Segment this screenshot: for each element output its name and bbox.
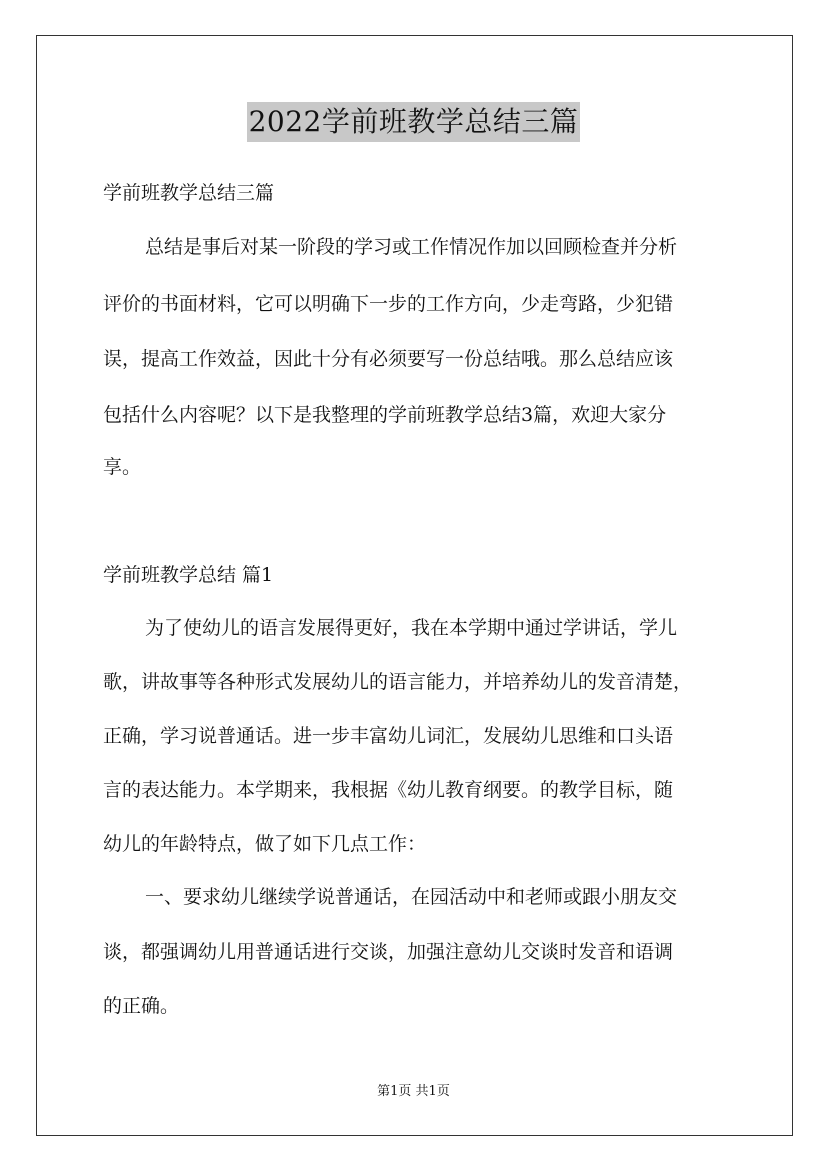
section-line-3: 正确，学习说普通话。进一步丰富幼儿词汇，发展幼儿思维和口头语 (103, 725, 674, 747)
title-wrapper (0, 102, 827, 142)
intro-line-4: 包括什么内容呢？以下是我整理的学前班教学总结3篇，欢迎大家分 (103, 404, 667, 426)
section-line-4: 言的表达能力。本学期来，我根据《幼儿教育纲要。的教学目标，随 (103, 779, 674, 801)
intro-line-1: 总结是事后对某一阶段的学习或工作情况作加以回顾检查并分析 (145, 236, 678, 258)
section-line-2: 歌，讲故事等各种形式发展幼儿的语言能力，并培养幼儿的发音清楚， (103, 671, 693, 693)
page-footer: 第1页 共1页 (377, 1084, 450, 1099)
section-line-1: 为了使幼儿的语言发展得更好，我在本学期中通过学讲话，学儿 (145, 617, 678, 639)
point-line-1: 一、要求幼儿继续学说普通话，在园活动中和老师或跟小朋友交 (145, 886, 678, 908)
intro-line-5: 享。 (103, 456, 142, 478)
intro-line-2: 评价的书面材料，它可以明确下一步的工作方向，少走弯路，少犯错 (103, 293, 674, 315)
point-line-3: 的正确。 (103, 995, 180, 1017)
section-heading: 学前班教学总结 篇1 (103, 564, 274, 586)
document-subtitle: 学前班教学总结三篇 (103, 182, 275, 204)
point-line-2: 谈，都强调幼儿用普通话进行交谈，加强注意幼儿交谈时发音和语调 (103, 941, 674, 963)
document-title: 2022学前班教学总结三篇 (247, 102, 581, 142)
section-line-5: 幼儿的年龄特点，做了如下几点工作： (103, 833, 427, 855)
intro-line-3: 误，提高工作效益，因此十分有必须要写一份总结哦。那么总结应该 (103, 348, 674, 370)
